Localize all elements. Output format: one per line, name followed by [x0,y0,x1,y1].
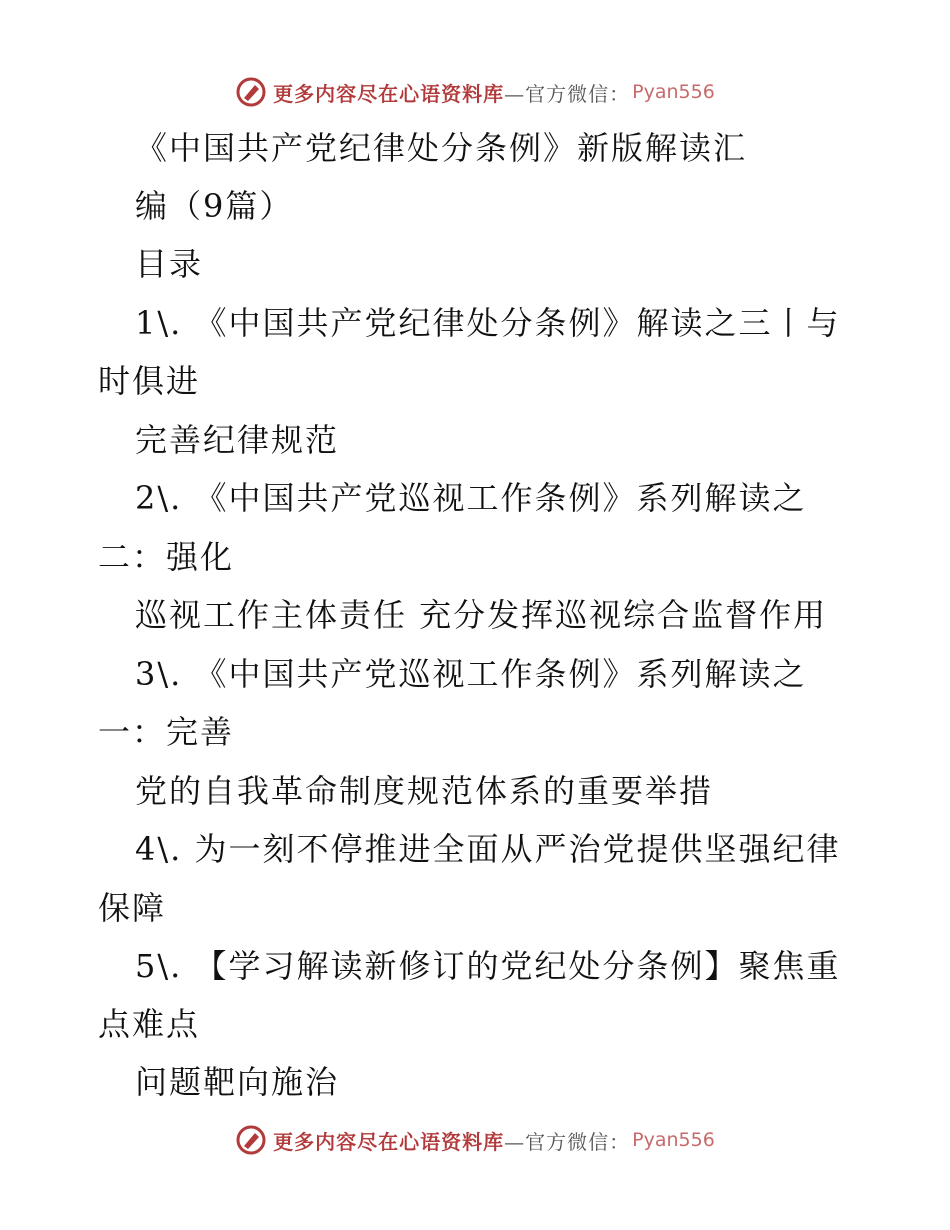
document-title-line-1: 《中国共产党纪律处分条例》新版解读汇 [135,129,748,167]
toc-line: 二：强化 [98,538,235,576]
pen-logo-icon [235,1124,267,1156]
toc-line: 问题靶向施治 [135,1063,340,1101]
watermark-official-text: —官方微信： [504,81,631,106]
watermark-site-text: 更多内容尽在心语资料库 [273,81,505,106]
watermark-site-text: 更多内容尽在心语资料库 [273,1129,505,1154]
pen-logo-icon [235,76,267,108]
document-title-line-2: 编（9篇） [135,187,294,225]
toc-line: 4\. 为一刻不停推进全面从严治党提供坚强纪律 [135,830,841,868]
toc-heading: 目录 [135,245,204,283]
toc-line: 党的自我革命制度规范体系的重要举措 [135,772,714,810]
toc-line: 1\. 《中国共产党纪律处分条例》解读之三丨与 [135,304,841,342]
watermark-official-text: —官方微信： [504,1129,631,1154]
toc-line: 5\. 【学习解读新修订的党纪处分条例】聚焦重 [135,947,841,985]
watermark-wechat-id: Pyan556 [632,81,715,103]
toc-line: 保障 [98,889,167,927]
toc-line: 巡视工作主体责任 充分发挥巡视综合监督作用 [135,596,828,634]
watermark-wechat-id: Pyan556 [632,1129,715,1151]
toc-line: 2\. 《中国共产党巡视工作条例》系列解读之 [135,479,807,517]
toc-line: 一：完善 [98,713,235,751]
toc-line: 完善纪律规范 [135,421,340,459]
watermark-footer [0,1120,950,1160]
toc-line: 3\. 《中国共产党巡视工作条例》系列解读之 [135,655,807,693]
toc-line: 点难点 [98,1005,201,1043]
watermark-header [0,72,950,112]
toc-line: 时俱进 [98,362,201,400]
